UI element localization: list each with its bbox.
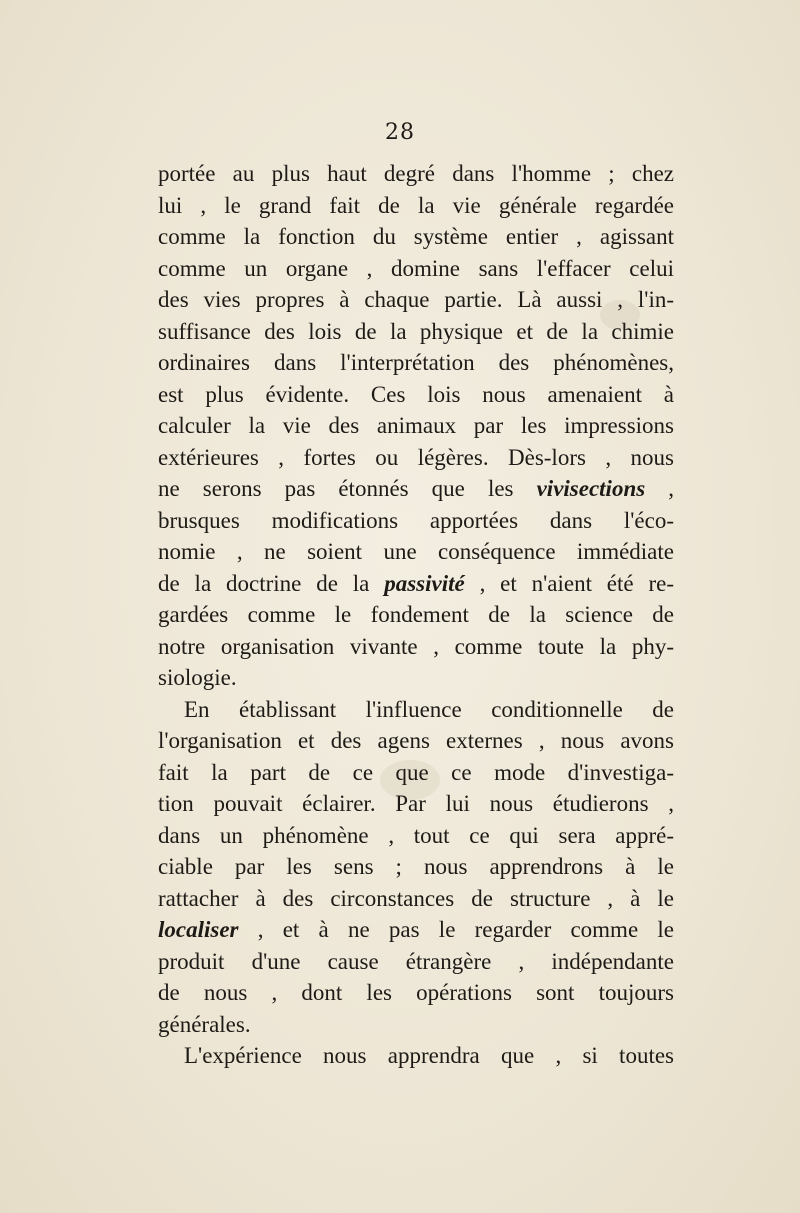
text-line: lui , le grand fait de la vie générale regardée: [158, 192, 674, 218]
text-line: gardées comme le fondement de la science de: [158, 602, 674, 627]
text-line: produit d'une cause étrangère , indépendante: [158, 948, 674, 974]
text-run: , et à ne pas le regarder comme le: [238, 917, 674, 942]
text-line: comme un organe , domine sans l'effacer celui: [158, 255, 674, 281]
body-text: [158, 158, 674, 1072]
text-line: comme la fonction du système entier , agissant: [158, 224, 674, 249]
text-line: l'organisation et des agens externes , nous avons: [158, 728, 674, 753]
text-line: fait la part de ce que ce mode d'investiga-: [158, 759, 674, 785]
text-line: de nous , dont les opérations sont toujours: [158, 980, 674, 1005]
text-line: est plus évidente. Ces lois nous amenaient à: [158, 381, 674, 407]
text-line: tion pouvait éclairer. Par lui nous étudierons ,: [158, 791, 674, 816]
italic-term: vivisections: [536, 476, 646, 501]
text-line: notre organisation vivante , comme toute la phy-: [158, 633, 674, 659]
text-line: En établissant l'influence conditionnelle de: [184, 696, 674, 722]
text-line: brusques modifications apportées dans l'éco-: [158, 507, 674, 533]
text-line: dans un phénomène , tout ce qui sera appré-: [158, 822, 674, 848]
text-line: suffisance des lois de la physique et de la chimie: [158, 318, 674, 344]
text-run: ne serons pas étonnés que les: [158, 476, 537, 501]
text-line: [158, 914, 674, 946]
text-line: ciable par les sens ; nous apprendrons à le: [158, 854, 674, 879]
text-line: [158, 473, 674, 505]
text-line: siologie.: [158, 665, 237, 690]
italic-term: passivité: [384, 570, 465, 596]
text-line: L'expérience nous apprendra que , si toutes: [184, 1043, 674, 1068]
italic-term: localiser: [158, 917, 239, 942]
text-line: rattacher à des circonstances de structure , à le: [158, 885, 674, 911]
text-line: [158, 568, 674, 600]
text-line: extérieures , fortes ou légères. Dès-lors , nous: [158, 444, 674, 470]
text-line: calculer la vie des animaux par les impressions: [158, 413, 674, 438]
text-line: nomie , ne soient une conséquence immédiate: [158, 539, 674, 564]
text-run: de la doctrine de la: [158, 570, 385, 596]
text-run: ,: [645, 476, 675, 501]
text-line: des vies propres à chaque partie. Là aussi , l'in-: [158, 287, 674, 312]
text-line: portée au plus haut degré dans l'homme ; chez: [158, 161, 674, 186]
text-line: ordinaires dans l'interprétation des phénomènes,: [158, 350, 674, 375]
text-line: générales.: [158, 1011, 251, 1037]
page-number: 28: [385, 120, 415, 145]
text-run: , et n'aient été re-: [464, 570, 674, 596]
